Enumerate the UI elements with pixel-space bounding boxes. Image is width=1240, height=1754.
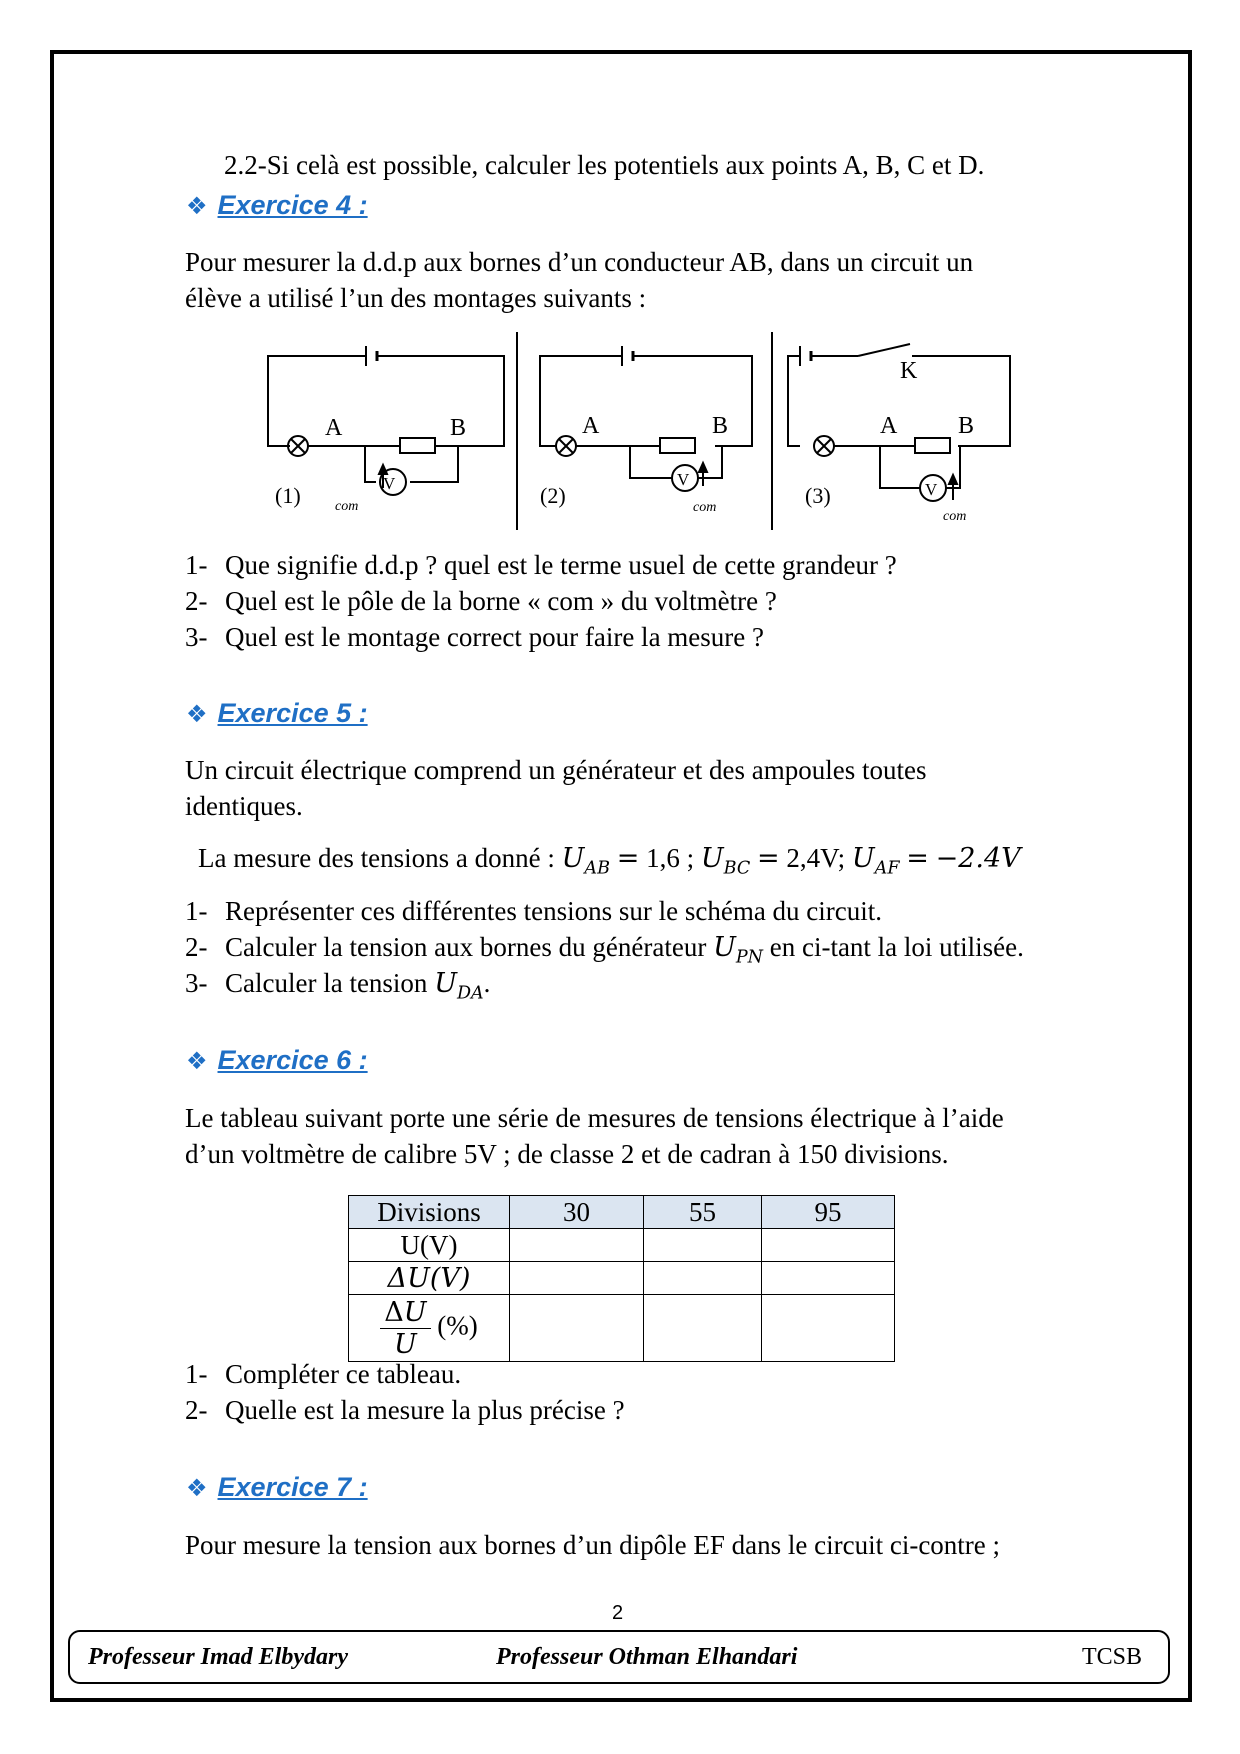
switch-label: K: [900, 358, 918, 384]
diamond-bullet-icon: ❖: [186, 1475, 208, 1502]
label-a: A: [582, 413, 600, 439]
label-a: A: [880, 413, 898, 439]
footer-author-center: Professeur Othman Elhandari: [496, 1644, 798, 1670]
diamond-bullet-icon: ❖: [186, 1048, 208, 1075]
ex4-question-2: 2- Quel est le pôle de la borne « com » du voltmètre ?: [185, 586, 777, 616]
table-cell[interactable]: [762, 1262, 895, 1295]
ex5-paragraph-line1: Un circuit électrique comprend un générateur et des ampoules toutes: [185, 755, 927, 785]
voltmeter-label: V: [383, 474, 396, 493]
circuit-number: (3): [805, 483, 831, 508]
table-header-cell: 95: [762, 1196, 895, 1229]
page-number: 2: [612, 1602, 624, 1624]
table-header-row: [349, 1196, 895, 1229]
table-header-cell: 30: [510, 1196, 644, 1229]
table-cell[interactable]: [510, 1262, 644, 1295]
ex4-paragraph-line1: Pour mesurer la d.d.p aux bornes d’un conducteur AB, dans un circuit un: [185, 247, 974, 277]
ex4-question-1: 1- Que signifie d.d.p ? quel est le terme usuel de cette grandeur ?: [185, 550, 897, 580]
ex6-paragraph-line1: Le tableau suivant porte une série de mesures de tensions électrique à l’aide: [185, 1103, 1004, 1133]
ex7-paragraph-line1: Pour mesure la tension aux bornes d’un dipôle EF dans le circuit ci-contre ;: [185, 1530, 1001, 1560]
footer-author-left: Professeur Imad Elbydary: [88, 1644, 348, 1670]
ex5-question-1: 1- Représenter ces différentes tensions sur le schéma du circuit.: [185, 896, 883, 926]
circuit-number: (1): [275, 483, 301, 508]
table-cell[interactable]: [644, 1262, 762, 1295]
exercise-5-heading: ❖ Exercice 5 :: [186, 698, 368, 728]
com-label: com: [335, 499, 359, 514]
ex4-paragraph-line2: élève a utilisé l’un des montages suivants :: [185, 283, 647, 313]
switch-k: [858, 344, 910, 356]
table-header-cell: 55: [644, 1196, 762, 1229]
exercise-4-heading: ❖ Exercice 4 :: [186, 190, 368, 220]
table-row: [349, 1229, 895, 1262]
com-label: com: [943, 509, 967, 524]
ex5-question-3: 3- Calculer la tension $U_{DA}$.: [185, 968, 491, 1004]
row-label-delta-u: ΔU(V): [349, 1262, 510, 1295]
table-cell[interactable]: [644, 1229, 762, 1262]
row-label-u: U(V): [349, 1229, 510, 1262]
ex4-question-3: 3- Quel est le montage correct pour faire la mesure ?: [185, 622, 764, 652]
footer: [68, 1630, 1170, 1684]
ex5-measurements: La mesure des tensions a donné : $U_{AB} = 1,6$ ; $U_{BC} = 2,4V$; $U_{AF} = -2.4V$: [198, 843, 1021, 879]
table-cell[interactable]: [762, 1229, 895, 1262]
exercise-6-heading: ❖ Exercice 6 :: [186, 1045, 368, 1075]
resistor-ab: [660, 438, 695, 453]
exercise-7-heading: ❖ Exercice 7 :: [186, 1472, 368, 1502]
measurement-table: [348, 1195, 895, 1362]
ex5-question-2: 2- Calculer la tension aux bornes du générateur $U_{PN}$ en ci-tant la loi utilisée.: [185, 932, 1024, 968]
voltmeter-label: V: [925, 480, 938, 499]
ex6-paragraph-line2: d’un voltmètre de calibre 5V ; de classe 2 et de cadran à 150 divisions.: [185, 1139, 949, 1169]
com-label: com: [693, 500, 717, 515]
diamond-bullet-icon: ❖: [186, 193, 208, 220]
circuits-figure: [240, 330, 1040, 530]
ex6-question-2: 2- Quelle est la mesure la plus précise ?: [185, 1395, 625, 1425]
label-b: B: [958, 413, 975, 439]
label-b: B: [712, 413, 729, 439]
label-a: A: [325, 415, 343, 441]
table-row: [349, 1295, 895, 1362]
circuit-1: [268, 346, 504, 495]
ex5-paragraph-line2: identiques.: [185, 791, 303, 821]
resistor-ab: [400, 438, 435, 453]
ex6-question-1: 1- Compléter ce tableau.: [185, 1359, 462, 1389]
resistor-ab: [915, 438, 950, 453]
table-cell[interactable]: [762, 1295, 895, 1362]
table-cell[interactable]: [644, 1295, 762, 1362]
table-row: [349, 1262, 895, 1295]
table-cell[interactable]: [510, 1295, 644, 1362]
voltmeter-label: V: [677, 470, 690, 489]
label-b: B: [450, 415, 467, 441]
circuit-3: [788, 344, 1010, 501]
diamond-bullet-icon: ❖: [186, 701, 208, 728]
footer-class-label: TCSB: [1081, 1644, 1142, 1670]
intro-line: 2.2-Si celà est possible, calculer les potentiels aux points A, B, C et D.: [224, 150, 985, 180]
row-label-relative-uncertainty: $\frac{\Delta U}{U}$ (%): [349, 1295, 510, 1362]
table-cell[interactable]: [510, 1229, 644, 1262]
table-header-cell: Divisions: [349, 1196, 510, 1229]
circuit-number: (2): [540, 483, 566, 508]
